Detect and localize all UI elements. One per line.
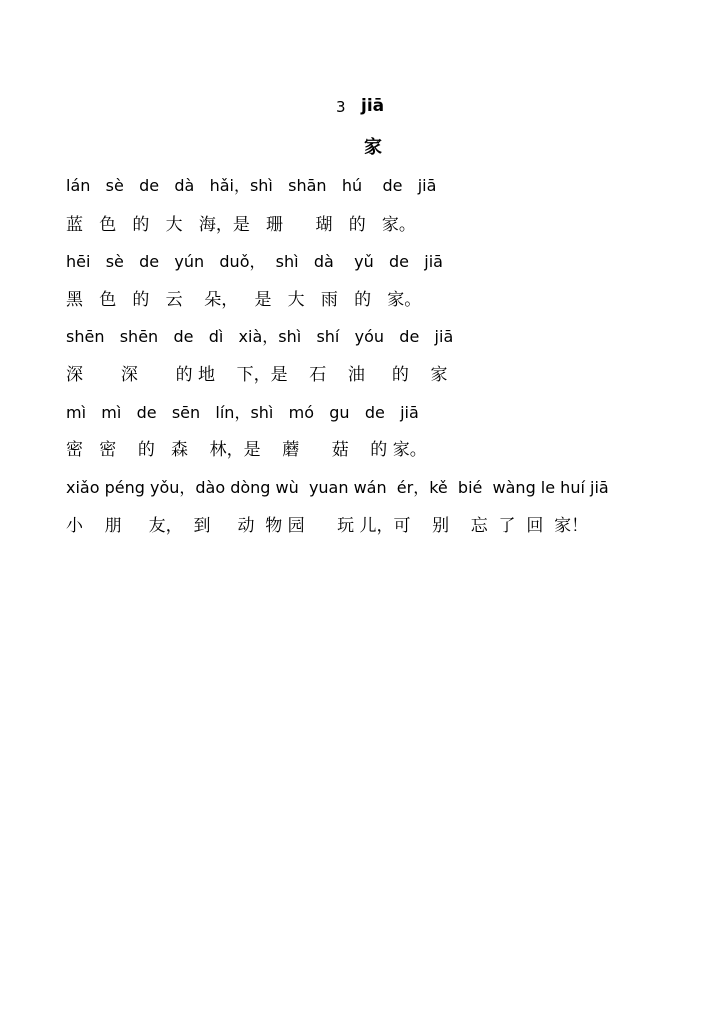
hanzi-line: 深 深 的 地 下，是 石 油 的 家: [66, 365, 448, 385]
pinyin-line: mì mì de sēn lín，shì mó gu de jiā: [66, 403, 419, 422]
hanzi-line: 黑 色 的 云 朵， 是 大 雨 的 家。: [66, 290, 422, 310]
lesson-number: 3: [336, 98, 346, 116]
hanzi-line: 密 密 的 森 林，是 蘑 菇 的 家。: [66, 440, 427, 460]
hanzi-line: 蓝 色 的 大 海，是 珊 瑚 的 家。: [66, 215, 416, 235]
title-pinyin: jiā: [361, 96, 385, 116]
pinyin-line: xiǎo péng yǒu，dào dòng wù yuan wán ér，kě bié wàng le huí jiā: [66, 478, 609, 497]
pinyin-line: lán sè de dà hǎi，shì shān hú de jiā: [66, 176, 437, 195]
hanzi-line: 小 朋 友， 到 动 物 园 玩 儿，可 别 忘 了 回 家！: [66, 516, 589, 536]
pinyin-line: hēi sè de yún duǒ， shì dà yǔ de jiā: [66, 252, 443, 271]
title-hanzi: 家: [364, 137, 382, 158]
pinyin-line: shēn shēn de dì xià，shì shí yóu de jiā: [66, 327, 454, 346]
